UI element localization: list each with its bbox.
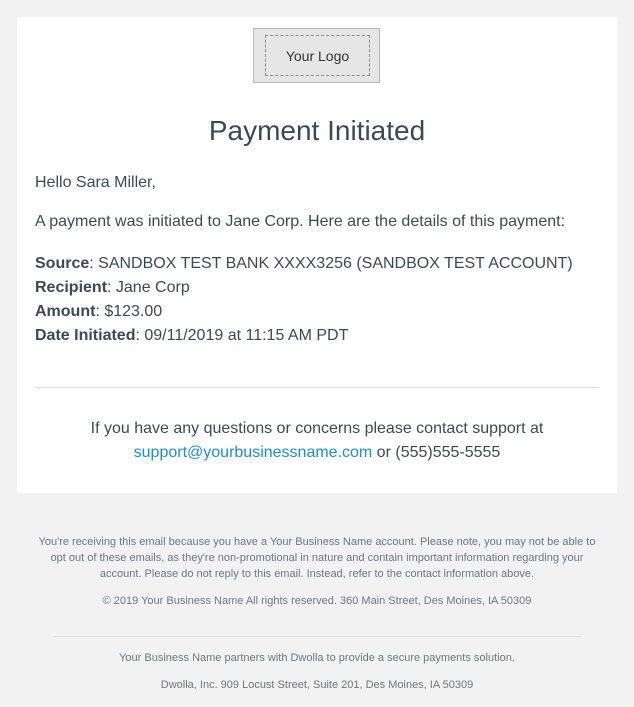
footer-copyright: © 2019 Your Business Name All rights reserved. 360 Main Street, Des Moines, IA 50309 [102,595,532,607]
detail-value: : Jane Corp [107,279,190,296]
detail-label: Amount [35,303,96,320]
detail-source [35,252,573,276]
divider [35,387,599,388]
detail-value: : $123.00 [95,303,163,320]
detail-label: Date Initiated [35,327,136,344]
detail-recipient [35,276,573,300]
support-phone: (555)555-5555 [395,444,501,461]
support-email-link[interactable]: support@yourbusinessname.com [133,444,373,461]
detail-label: Recipient [35,279,108,296]
logo-placeholder [253,28,380,83]
detail-date-initiated [35,324,573,348]
support-section [17,417,617,465]
footer-note: You're receiving this email because you have a Your Business Name account. Please note, you may not be able to opt out of these emails, as they're non-promotional in nature and contain important information regarding your account. Please do not reply to this email. Instead, refer to the contact information above. [38,536,596,580]
greeting: Hello Sara Miller, [35,174,156,191]
detail-label: Source [35,255,90,272]
page-title: Payment Initiated [208,115,426,146]
intro-text: A payment was initiated to Jane Corp. Here are the details of this payment: [35,213,566,230]
logo-text: Your Logo [265,35,370,76]
detail-value: : SANDBOX TEST BANK XXXX3256 (SANDBOX TEST ACCOUNT) [89,255,573,272]
detail-amount [35,300,573,324]
payment-details [35,252,573,348]
support-contact-line [17,441,617,465]
footer-partner: Your Business Name partners with Dwolla to provide a secure payments solution. [119,652,515,664]
footer-address: Dwolla, Inc. 909 Locust Street, Suite 201, Des Moines, IA 50309 [160,679,474,691]
email-card [17,17,617,493]
detail-value: : 09/11/2019 at 11:15 AM PDT [135,327,349,344]
support-text: If you have any questions or concerns please contact support at [90,420,544,437]
footer-divider [53,636,581,637]
or-text: or [372,444,396,461]
